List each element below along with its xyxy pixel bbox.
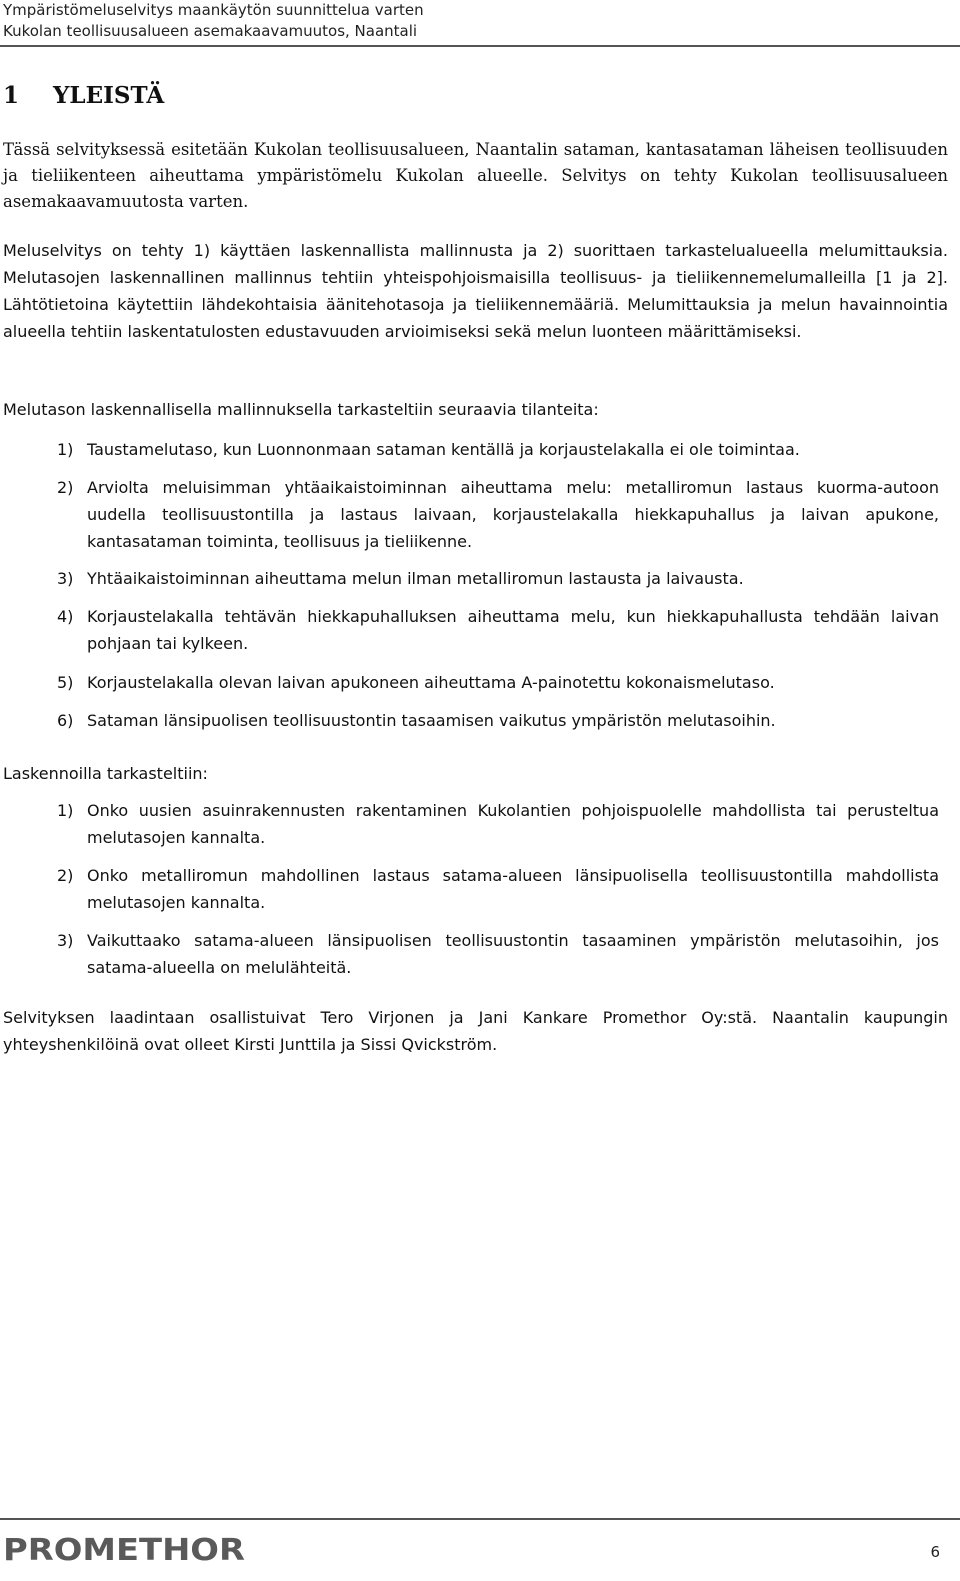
check-item-1: 1) Onko uusien asuinrakennusten rakentaminen Kukolantien pohjoispuolelle mahdollista tai perusteltua melutasojen kannalta. [57, 801, 939, 847]
header-divider [0, 45, 960, 47]
page-header [3, 0, 953, 42]
header-line-2: Kukolan teollisuusalueen asemakaavamuutos, Naantali [3, 22, 418, 40]
participants-paragraph: Selvityksen laadintaan osallistuivat Tero Virjonen ja Jani Kankare Promethor Oy:stä. Naantalin kaupungin yhteyshenkilöinä ovat olleet Kirsti Junttila ja Sissi Qvickström. [3, 1008, 948, 1054]
scenario-item-2: 2) Arviolta meluisimman yhtäaikaistoiminnan aiheuttama melu: metalliromun lastaus kuorma-autoon uudella teollisuustontilla ja lastaus laivaan, korjaustelakalla hiekkapuhallus ja laivan apukone, kantasataman toiminta, teollisuus ja tieliikenne. [57, 478, 939, 551]
check-item-3: 3) Vaikuttaako satama-alueen länsipuolisen teollisuustontin tasaaminen ympäristön melutasoihin, jos satama-alueella on melulähteitä. [57, 931, 939, 977]
intro-paragraph: Tässä selvityksessä esitetään Kukolan teollisuusalueen, Naantalin sataman, kantasataman läheisen teollisuuden ja tieliikenteen aiheuttama ympäristömelu Kukolan alueelle. Selvitys on tehty Kukolan teollisuusalueen asemakaavamuutosta varten. [3, 140, 948, 211]
scenario-item-1: 1) Taustamelutaso, kun Luonnonmaan sataman kentällä ja korjaustelakalla ei ole toimintaa. [57, 440, 800, 459]
header-line-1: Ympäristömeluselvitys maankäytön suunnittelua varten [3, 1, 424, 19]
checks-intro: Laskennoilla tarkasteltiin: [3, 764, 208, 783]
scenarios-intro: Melutason laskennallisella mallinnuksella tarkasteltiin seuraavia tilanteita: [3, 400, 599, 419]
scenario-item-4: 4) Korjaustelakalla tehtävän hiekkapuhalluksen aiheuttama melu, kun hiekkapuhallusta tehdään laivan pohjaan tai kylkeen. [57, 607, 939, 653]
scenario-item-6: 6) Sataman länsipuolisen teollisuustontin tasaamisen vaikutus ympäristön melutasoihin. [57, 711, 776, 730]
logo-text: PROMETHOR [3, 1533, 245, 1568]
scenario-item-3: 3) Yhtäaikaistoiminnan aiheuttama melun ilman metalliromun lastausta ja laivausta. [57, 569, 744, 588]
check-item-2: 2) Onko metalliromun mahdollinen lastaus satama-alueen länsipuolisella teollisuustontilla mahdollista melutasojen kannalta. [57, 866, 939, 912]
scenario-item-5: 5) Korjaustelakalla olevan laivan apukoneen aiheuttama A-painotettu kokonaismelutaso. [57, 673, 775, 692]
footer-divider [0, 1518, 960, 1520]
section-heading [3, 82, 164, 109]
promethor-logo [3, 1528, 248, 1568]
page-number: 6 [930, 1543, 940, 1561]
section-number: 1 [3, 82, 20, 109]
method-paragraph: Meluselvitys on tehty 1) käyttäen laskennallista mallinnusta ja 2) suorittaen tarkastelualueella melumittauksia. Melutasojen laskennallinen mallinnus tehtiin yhteispohjoismaisilla teollisuus- ja tieliikennemelumalleilla [1 ja 2]. Lähtötietoina käytettiin lähdekohtaisia äänitehotasoja ja tieliikennemääriä. Melumittauksia ja melun havainnointia alueella tehtiin laskentatulosten edustavuuden arvioimiseksi sekä melun luonteen määrittämiseksi. [3, 241, 948, 341]
section-title: YLEISTÄ [53, 82, 165, 109]
